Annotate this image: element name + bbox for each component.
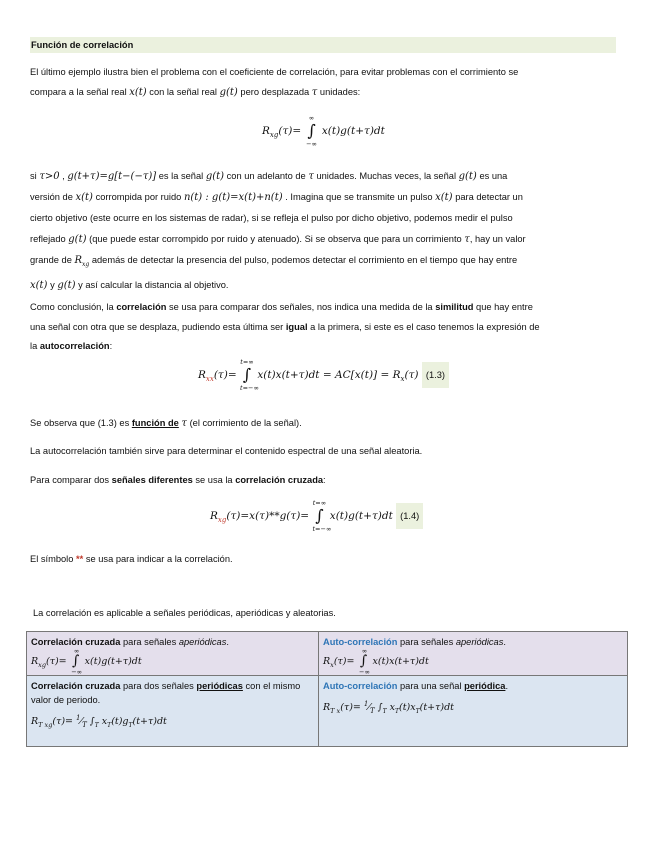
equation-cross-correlation-intro: $R_{xg}(\tau)=$ ∞ ∫ −∞ x(t)g(t+τ)dt: [262, 114, 385, 148]
formula-cross-aperiodic: $R_{xg}(\tau)=$ ∞ ∫ −∞ x(t)g(t+τ)dt: [31, 647, 142, 676]
conclusion-text: se usa para comparar dos señales, nos indica una medida de la: [169, 302, 433, 312]
conclusion-bold: correlación: [116, 302, 167, 312]
compare-text: :: [323, 475, 326, 485]
cell-text: para señales: [122, 637, 177, 647]
radar-text: , hay un valor: [469, 234, 526, 244]
radar-text: es una: [479, 171, 508, 181]
conclusion-text: :: [109, 341, 113, 351]
symbol-text: El símbolo: [30, 554, 74, 564]
cell-underline: periódica: [464, 680, 506, 691]
radar-text: y así calcular la distancia al objetivo.: [78, 280, 229, 290]
symbol-star: **: [76, 554, 84, 564]
radar-text: es la señal: [158, 171, 204, 181]
radar-text: grande de: [30, 255, 72, 265]
radar-text: . Imagina que se transmite un pulso: [285, 192, 433, 202]
paragraph-intro: El último ejemplo ilustra bien el problema con el coeficiente de correlación, para evitar problemas con el corrimiento se compara a la señal real x(t) con la señal real g(t) pero desplazada τ unidades:: [30, 67, 519, 98]
cell-auto-aperiodic: [319, 632, 628, 676]
conclusion-text: a la primera, si este es el caso tenemos la expresión de: [310, 321, 540, 332]
radar-text: además de detectar la presencia del pulso, podemos detectar el corrimiento en el tiempo que hay entre: [91, 255, 518, 265]
radar-text: (que puede estar corrompido por ruido y atenuado). Si se observa que para un corrimiento: [89, 234, 462, 244]
cell-text: .: [505, 680, 509, 691]
formula-cross-periodic: $R_{T xg}(\tau)=$ $^1⁄_T$ $\int_T$ $x_T(t)g_T(t+\tau)dt$: [31, 713, 167, 729]
paragraph-spectral: La autocorrelación también sirve para determinar el contenido espectral de una señal aleatoria.: [30, 446, 423, 456]
section-heading: Función de correlación: [30, 37, 616, 53]
cell-text: .: [226, 637, 229, 647]
radar-text: y: [50, 280, 55, 290]
paragraph-symbol: [30, 550, 616, 570]
cell-auto-periodic: [319, 675, 628, 746]
compare-text: Para comparar dos: [30, 475, 110, 485]
radar-text: con un adelanto de: [226, 171, 306, 181]
observation-underline: función de: [131, 418, 179, 428]
cell-text: para señales: [399, 637, 454, 647]
cell-cross-aperiodic: [27, 632, 319, 676]
conclusion-text: una señal con otra que se desplaza, pudiendo esta última ser: [30, 321, 284, 332]
conclusion-text: Como conclusión, la: [30, 302, 114, 312]
intro-text-c: pero desplazada: [240, 86, 310, 97]
intro-line-1: El último ejemplo ilustra bien el problema con el coeficiente de correlación, para evitar problemas con el corrimiento se: [30, 67, 519, 77]
radar-text: corrompida por ruido: [95, 192, 182, 202]
radar-text: unidades. Muchas veces, la señal: [316, 171, 457, 181]
cell-bold: Correlación cruzada: [31, 680, 121, 691]
conclusion-text: la: [30, 341, 38, 351]
cell-bold: Correlación cruzada: [31, 637, 121, 647]
formula-auto-periodic: $R_{T x}(\tau)=$ $^1⁄_T$ $\int_T$ $x_T(t)x_T(t+\tau)dt$: [323, 699, 454, 715]
cell-text: para una señal: [399, 680, 462, 691]
equation-cross-correlation: $R_{xg}(\tau)=x(\tau)**g(\tau)=$ t=∞ ∫ t=−∞ x(t)g(t+τ)dt (1.4): [210, 503, 423, 529]
compare-bold: correlación cruzada: [235, 475, 324, 485]
paragraph-observation: Se observa que (1.3) es función de τ (el corrimiento de la señal).: [30, 418, 302, 429]
cell-blue-title: Auto-correlación: [323, 680, 398, 691]
paragraph-applicable: La correlación es aplicable a señales periódicas, aperiódicas y aleatorias.: [33, 608, 336, 618]
cell-text: para dos señales: [122, 680, 194, 691]
radar-text: si: [30, 171, 37, 181]
conclusion-text: que hay entre: [476, 302, 533, 312]
observation-text: (el corrimiento de la señal).: [189, 418, 302, 428]
formula-auto-aperiodic: $R_x(\tau)=$ ∞ ∫ −∞ x(t)x(t+τ)dt: [323, 647, 429, 676]
compare-text: se usa la: [195, 475, 233, 485]
intro-text-a: compara a la señal real: [30, 86, 127, 97]
cell-italic: aperiódicas: [178, 637, 227, 647]
conclusion-bold: similitud: [435, 302, 474, 312]
intro-text-b: con la señal real: [149, 86, 217, 97]
cell-text: con el mismo valor de periodo.: [31, 680, 301, 705]
radar-text: para detectar un: [455, 192, 523, 202]
radar-text: cierto objetivo (este ocurre en los sistemas de radar), si se refleja el pulso por dicho objetivo, podemos medir el pulso: [30, 213, 513, 223]
cell-italic: aperiódicas: [455, 637, 504, 647]
paragraph-compare: [30, 471, 616, 491]
compare-bold: señales diferentes: [111, 475, 193, 485]
intro-text-d: unidades:: [319, 86, 361, 97]
paragraph-radar: si τ>0 , g(t+τ)=g[t−(−τ)] es la señal g(t) con un adelanto de τ unidades. Muchas veces, la señal g(t) es una versión de x(t) corrompida por ruido n(t) : g(t)=x(t)+n(t) . Imagina que se transmite un pulso x(t) para detectar un cierto objetivo (este ocurre en los sistemas de radar), si se refleja el pulso por dicho objetivo, podemos medir el pulso reflejado g(t) (que puede estar corrompido por ruido y atenuado). Si se observa que para un corrimiento τ, hay un valor grande de $R_{xg}$ además de detectar la presencia del pulso, podemos detectar el corrimiento en el tiempo que hay entre x(t) y g(t) y así calcular la distancia al objetivo.: [30, 171, 526, 291]
equation-label-1-4: (1.4): [396, 503, 423, 529]
symbol-text: se usa para indicar a la correlación.: [85, 554, 233, 564]
paragraph-conclusion: [30, 298, 616, 357]
cell-blue-title: Auto-correlación: [323, 637, 398, 647]
equation-autocorrelation: $R_{xx}(\tau)=$ t=∞ ∫ t=−∞ $x(t)x(t+\tau)dt = AC[x(t)] = R_x(\tau)$ (1.3): [198, 362, 449, 388]
conclusion-bold: autocorrelación: [39, 341, 110, 351]
conclusion-bold: igual: [285, 321, 308, 332]
radar-text: reflejado: [30, 234, 66, 244]
observation-text: Se observa que (1.3) es: [30, 418, 130, 428]
equation-label-1-3: (1.3): [422, 362, 449, 388]
cell-text: .: [503, 637, 506, 647]
cell-underline: periódicas: [196, 680, 243, 691]
radar-text: versión de: [30, 192, 73, 202]
cell-cross-periodic: [27, 675, 319, 746]
correlation-table: [26, 631, 628, 747]
